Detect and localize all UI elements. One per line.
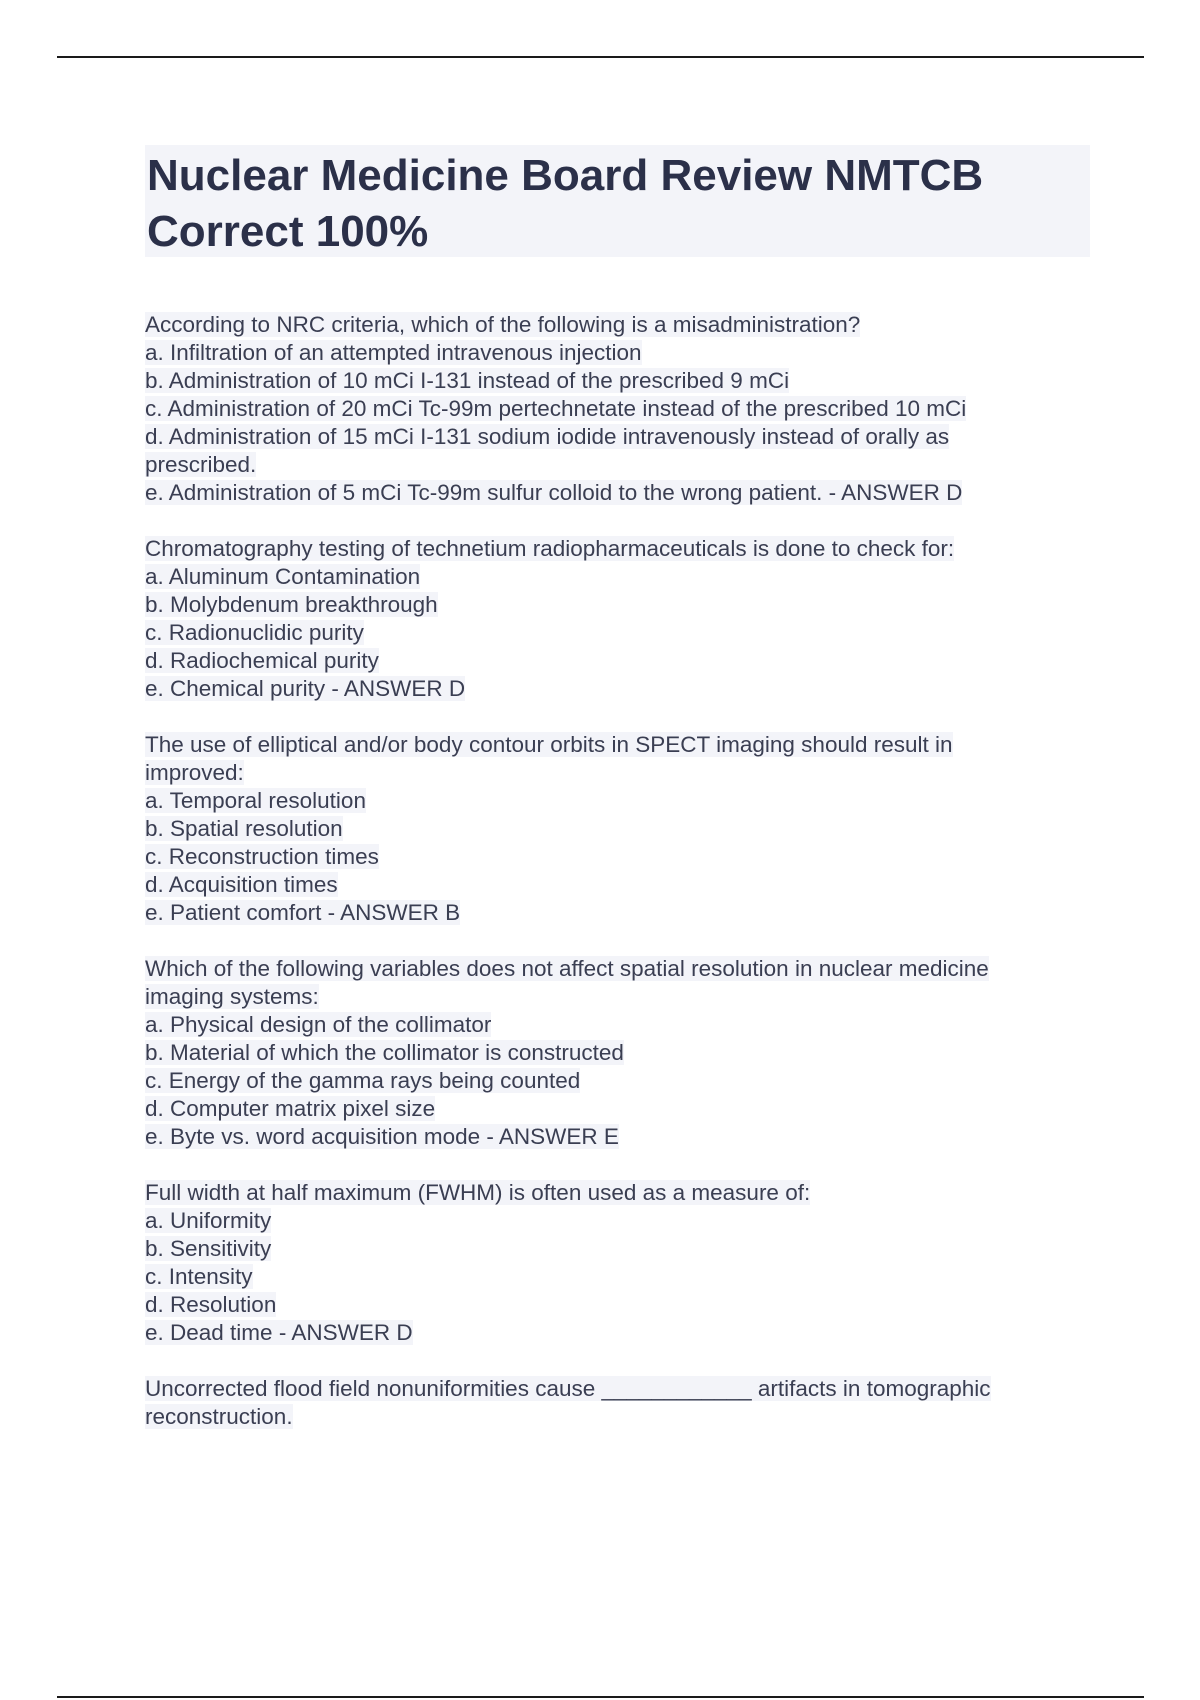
option-b: b. Molybdenum breakthrough (145, 592, 438, 617)
option-e-answer: e. Byte vs. word acquisition mode - ANSWER E (145, 1124, 619, 1149)
question-stem: Chromatography testing of technetium radiopharmaceuticals is done to check for: (145, 536, 955, 561)
option-d: d. Resolution (145, 1292, 277, 1317)
question-stem: According to NRC criteria, which of the following is a misadministration? (145, 312, 861, 337)
option-a: a. Physical design of the collimator (145, 1012, 492, 1037)
option-d: d. Administration of 15 mCi I-131 sodium iodide intravenously instead of orally as (145, 424, 950, 449)
option-c: c. Administration of 20 mCi Tc-99m pertechnetate instead of the prescribed 10 mCi (145, 396, 967, 421)
option-a: a. Uniformity (145, 1208, 272, 1233)
option-d: d. Acquisition times (145, 872, 338, 897)
option-c: c. Intensity (145, 1264, 253, 1289)
question-stem: Full width at half maximum (FWHM) is often used as a measure of: (145, 1180, 811, 1205)
option-e-answer: e. Chemical purity - ANSWER D (145, 676, 466, 701)
question-block-3 (145, 731, 1100, 927)
option-d: d. Radiochemical purity (145, 648, 379, 673)
option-b: b. Administration of 10 mCi I-131 instead of the prescribed 9 mCi (145, 368, 790, 393)
question-stem: Which of the following variables does not affect spatial resolution in nuclear medicine (145, 956, 989, 981)
option-c: c. Reconstruction times (145, 844, 379, 869)
question-block-6 (145, 1375, 1100, 1431)
question-block-5 (145, 1179, 1100, 1347)
option-b: b. Spatial resolution (145, 816, 343, 841)
option-c: c. Radionuclidic purity (145, 620, 364, 645)
option-c: c. Energy of the gamma rays being counted (145, 1068, 581, 1093)
option-a: a. Infiltration of an attempted intravenous injection (145, 340, 642, 365)
document-title: Nuclear Medicine Board Review NMTCB Correct 100% (147, 151, 984, 256)
header-rule (57, 56, 1144, 58)
option-d: d. Computer matrix pixel size (145, 1096, 436, 1121)
question-stem-continued: improved: (145, 760, 244, 785)
document-body (145, 311, 1100, 1459)
question-stem: Uncorrected flood field nonuniformities cause ____________ artifacts in tomographic (145, 1376, 991, 1401)
option-e-answer: e. Dead time - ANSWER D (145, 1320, 413, 1345)
question-block-1 (145, 311, 1100, 507)
option-d-continued: prescribed. (145, 452, 257, 477)
question-stem-continued: reconstruction. (145, 1404, 293, 1429)
option-e-answer: e. Patient comfort - ANSWER B (145, 900, 461, 925)
footer-rule (57, 1696, 1144, 1698)
option-a: a. Temporal resolution (145, 788, 366, 813)
option-b: b. Sensitivity (145, 1236, 272, 1261)
option-e-answer: e. Administration of 5 mCi Tc-99m sulfur colloid to the wrong patient. - ANSWER D (145, 480, 963, 505)
question-block-4 (145, 955, 1100, 1151)
question-stem-continued: imaging systems: (145, 984, 319, 1009)
option-a: a. Aluminum Contamination (145, 564, 421, 589)
question-stem: The use of elliptical and/or body contour orbits in SPECT imaging should result in (145, 732, 953, 757)
option-b: b. Material of which the collimator is constructed (145, 1040, 624, 1065)
question-block-2 (145, 535, 1100, 703)
